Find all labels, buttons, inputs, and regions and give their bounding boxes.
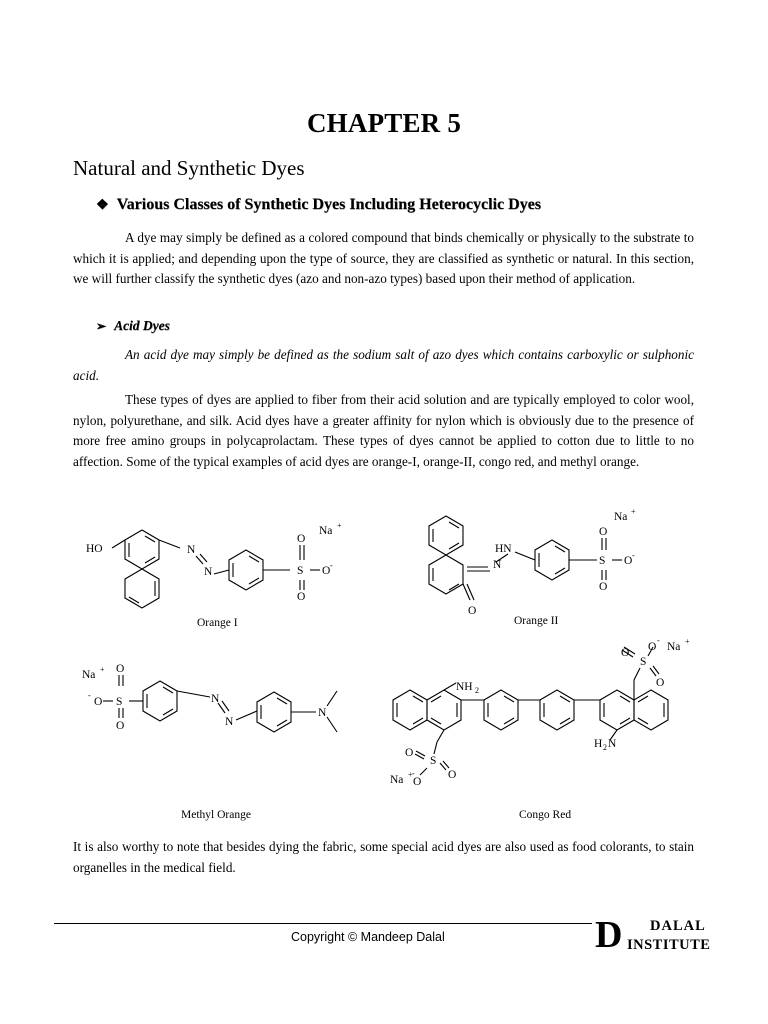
methyl-orange-s: S <box>116 696 123 708</box>
orange-i-o3: O <box>322 565 331 577</box>
dalal-logo-line1: DALAL <box>650 918 706 934</box>
svg-text:+: + <box>337 521 342 530</box>
orange-ii-hn: HN <box>495 543 512 555</box>
methyl-orange-na: Na <box>82 669 96 681</box>
dalal-logo-d: D <box>595 914 623 956</box>
orange-i-o2: O <box>297 591 306 603</box>
orange-i-structure <box>112 530 320 608</box>
orange-ii-o3: O <box>624 555 633 567</box>
congo-red-o2: O <box>656 677 665 689</box>
methyl-orange-o2: O <box>116 720 125 732</box>
svg-text:-: - <box>657 636 660 645</box>
congo-red-o1: O <box>621 647 630 659</box>
closing-paragraph: It is also worthy to note that besides dying the fabric, some special acid dyes are also used as food colorants, to stain organelles in the medical field. <box>73 839 694 875</box>
svg-text:-: - <box>88 691 91 700</box>
congo-red-nh2-sub: 2 <box>475 686 479 695</box>
dalal-logo-line2: INSTITUTE <box>627 937 711 953</box>
congo-red-na2: Na <box>390 774 404 786</box>
intro-paragraph: A dye may simply be defined as a colored compound that binds chemically or physically to the substrate to which it is applied; and depending upon the type of source, they are classified as synthetic or natural. In this section, we will further classify the synthetic dyes (azo and non-azo types) based upon their method of application. <box>73 230 694 287</box>
footer-divider <box>54 923 592 924</box>
orange-ii-o-keto: O <box>468 605 477 617</box>
orange-ii-n1: N <box>493 559 502 571</box>
methyl-orange-n3: N <box>318 707 327 719</box>
congo-red-o3: O <box>648 641 657 653</box>
arrow-bullet-icon: ➢ <box>96 318 107 333</box>
congo-red-na1: Na <box>667 641 681 653</box>
orange-ii-na: Na <box>614 511 628 523</box>
acid-dyes-heading <box>96 318 170 334</box>
svg-text:-: - <box>412 769 415 778</box>
svg-text:+: + <box>100 665 105 674</box>
body-paragraph: These types of dyes are applied to fiber from their acid solution and are typically employed to color wool, nylon, polyurethane, and silk. Acid dyes have a greater affinity for nylon which is obviously due to the presence of more free amino groups in polycaprolactam. These types of dyes cannot be applied to cotton due to little to no affection. Some of the typical examples of acid dyes are orange-I, orange-II, congo red, and methyl orange. <box>73 392 694 469</box>
congo-red-o5: O <box>448 769 457 781</box>
copyright-text: Copyright © Mandeep Dalal <box>291 930 445 944</box>
methyl-orange-o3: O <box>94 696 103 708</box>
methyl-orange-structure <box>103 675 337 732</box>
definition-paragraph: An acid dye may simply be defined as the sodium salt of azo dyes which contains carboxylic or sulphonic acid. <box>73 347 694 383</box>
acid-dyes-title: Acid Dyes <box>114 318 170 333</box>
congo-red-o6: O <box>413 776 422 788</box>
orange-ii-caption: Orange II <box>514 615 559 627</box>
orange-ii-o1: O <box>599 526 608 538</box>
methyl-orange-n2: N <box>225 716 234 728</box>
orange-ii-structure <box>429 516 622 600</box>
congo-red-o4: O <box>405 747 414 759</box>
methyl-orange-o1: O <box>116 663 125 675</box>
congo-red-h2n: H <box>594 738 603 750</box>
congo-red-caption: Congo Red <box>519 809 572 821</box>
diamond-bullet-icon: ❖ <box>96 197 109 213</box>
orange-i-caption: Orange I <box>197 617 238 629</box>
orange-i-na: Na <box>319 525 333 537</box>
congo-red-s2: S <box>430 755 437 767</box>
chemical-structures-figure <box>0 500 768 830</box>
methyl-orange-n1: N <box>211 693 220 705</box>
congo-red-h2n-n: N <box>608 738 617 750</box>
svg-text:-: - <box>330 561 333 570</box>
svg-text:+: + <box>408 770 413 779</box>
orange-i-s: S <box>297 565 304 577</box>
subsection-heading <box>96 196 541 214</box>
orange-ii-o2: O <box>599 581 608 593</box>
section-title: Natural and Synthetic Dyes <box>73 156 305 180</box>
svg-text:+: + <box>631 507 636 516</box>
congo-red-h2n-sub: 2 <box>603 743 607 752</box>
orange-i-o1: O <box>297 533 306 545</box>
svg-text:-: - <box>632 551 635 560</box>
methyl-orange-caption: Methyl Orange <box>181 809 251 821</box>
orange-i-n1: N <box>187 544 196 556</box>
chapter-heading: CHAPTER 5 <box>306 108 462 138</box>
orange-i-n2: N <box>204 566 213 578</box>
subsection-title: Various Classes of Synthetic Dyes Including Heterocyclic Dyes <box>116 196 541 213</box>
orange-ii-s: S <box>599 555 606 567</box>
svg-text:+: + <box>685 637 690 646</box>
orange-i-ho-label: HO <box>86 543 103 555</box>
congo-red-s1: S <box>640 656 647 668</box>
congo-red-nh2: NH <box>456 681 473 693</box>
